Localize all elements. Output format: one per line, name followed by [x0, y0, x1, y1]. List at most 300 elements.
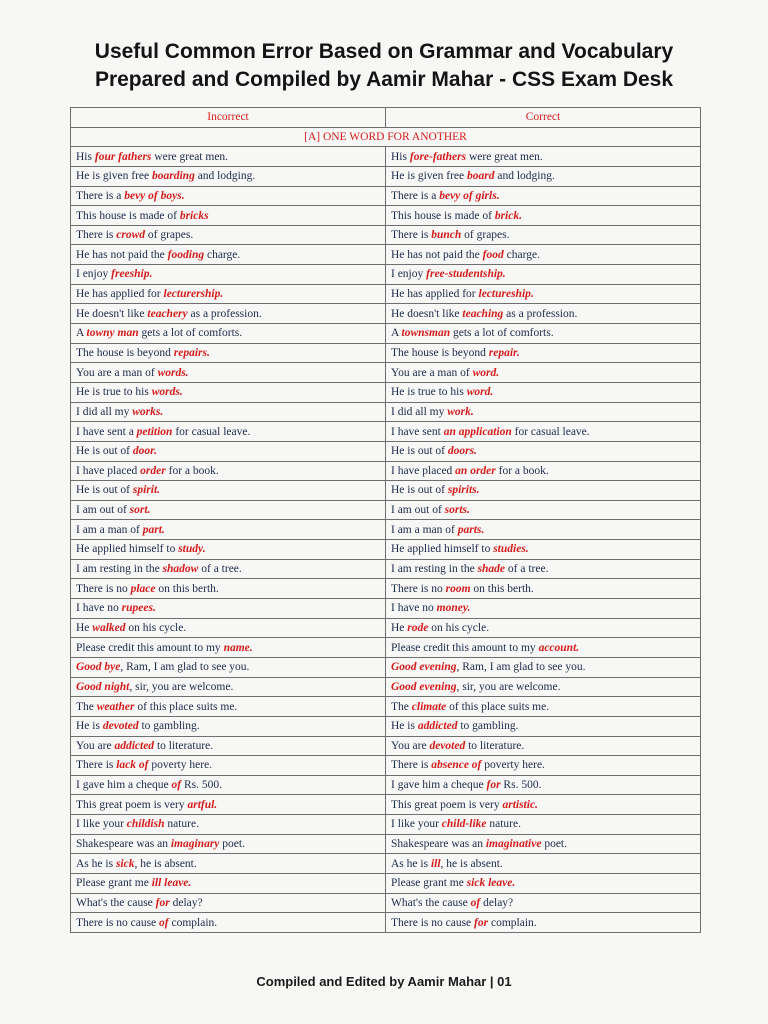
incorrect-text: delay?: [169, 896, 203, 909]
incorrect-text: I did all my: [76, 405, 133, 418]
incorrect-cell: [71, 559, 386, 579]
incorrect-text: He is: [76, 720, 103, 733]
correct-highlight: studies.: [493, 543, 529, 556]
table-row: [71, 520, 701, 540]
incorrect-highlight: weather: [96, 700, 135, 713]
incorrect-text: were great men.: [151, 150, 229, 163]
incorrect-cell: [71, 363, 386, 383]
correct-cell: [386, 893, 701, 913]
correct-highlight: Good evening: [391, 680, 457, 693]
correct-highlight: repair.: [488, 347, 520, 359]
incorrect-highlight: fooding: [167, 248, 205, 261]
incorrect-highlight: words.: [151, 386, 183, 399]
incorrect-text: , he is absent.: [134, 857, 197, 870]
incorrect-cell: [71, 461, 386, 481]
incorrect-highlight: study.: [178, 543, 206, 556]
correct-cell: [386, 245, 701, 265]
incorrect-highlight: artful.: [187, 798, 218, 811]
table-row: [71, 697, 701, 717]
correct-cell: [386, 697, 701, 717]
table-row: [71, 815, 701, 835]
incorrect-highlight: bevy of boys.: [124, 189, 185, 202]
correct-text: of grapes.: [461, 229, 510, 242]
incorrect-text: of this place suits me.: [134, 700, 238, 713]
incorrect-column-header: Incorrect: [71, 108, 386, 128]
incorrect-text: A: [76, 327, 87, 340]
correct-column-header: Correct: [386, 108, 701, 128]
correct-text: He: [391, 621, 408, 634]
incorrect-cell: [71, 500, 386, 520]
incorrect-text: His: [76, 150, 95, 163]
correct-text: on his cycle.: [428, 621, 490, 634]
incorrect-cell: [71, 697, 386, 717]
correct-text: There is no: [391, 582, 446, 595]
incorrect-highlight: words.: [157, 366, 189, 379]
correct-highlight: word.: [472, 366, 500, 379]
correct-highlight: addicted: [417, 720, 458, 733]
correct-cell: [386, 147, 701, 167]
correct-highlight: parts.: [457, 523, 485, 536]
correct-cell: [386, 854, 701, 874]
table-row: [71, 422, 701, 442]
correct-highlight: board: [467, 170, 495, 183]
incorrect-cell: [71, 756, 386, 776]
table-row: [71, 225, 701, 245]
incorrect-text: There is no: [76, 582, 131, 595]
correct-highlight: Good evening: [391, 661, 457, 674]
incorrect-text: He applied himself to: [76, 543, 179, 556]
correct-highlight: fore-fathers: [409, 150, 467, 163]
correct-cell: [386, 540, 701, 560]
incorrect-text: There is no cause: [76, 916, 160, 929]
incorrect-cell: [71, 245, 386, 265]
incorrect-text: The house is beyond: [76, 347, 174, 359]
correct-text: I enjoy: [391, 268, 427, 281]
incorrect-text: There is: [76, 229, 117, 242]
incorrect-text: to gambling.: [138, 720, 200, 733]
incorrect-highlight: freeship.: [111, 268, 153, 281]
incorrect-highlight: part.: [142, 523, 165, 536]
correct-cell: [386, 520, 701, 540]
correct-cell: [386, 500, 701, 520]
correct-text: I am resting in the: [391, 563, 478, 576]
correct-cell: [386, 599, 701, 619]
incorrect-text: The: [76, 700, 97, 713]
correct-text: and lodging.: [494, 170, 555, 183]
correct-text: I gave him a cheque: [391, 779, 487, 792]
incorrect-highlight: ill leave.: [151, 877, 192, 890]
incorrect-highlight: for: [155, 896, 170, 909]
table-row: [71, 716, 701, 736]
table-row: [71, 186, 701, 206]
incorrect-cell: [71, 854, 386, 874]
incorrect-text: I enjoy: [76, 268, 112, 281]
incorrect-cell: [71, 579, 386, 599]
incorrect-text: complain.: [168, 916, 218, 929]
correct-highlight: of: [470, 896, 481, 909]
correct-cell: [386, 618, 701, 638]
correct-highlight: climate: [411, 700, 447, 713]
correct-text: The: [391, 700, 412, 713]
correct-highlight: for: [474, 916, 489, 929]
correct-text: complain.: [488, 916, 537, 929]
correct-text: His: [391, 150, 410, 163]
correct-cell: [386, 422, 701, 442]
incorrect-text: gets a lot of comforts.: [138, 327, 243, 340]
incorrect-highlight: four fathers: [94, 150, 152, 163]
correct-cell: [386, 638, 701, 658]
incorrect-cell: [71, 265, 386, 285]
correct-text: nature.: [486, 818, 521, 831]
correct-cell: [386, 186, 701, 206]
correct-highlight: food: [482, 248, 504, 261]
incorrect-text: of grapes.: [144, 229, 194, 242]
correct-text: You are: [391, 739, 430, 752]
correct-highlight: absence of: [431, 759, 482, 772]
incorrect-text: nature.: [164, 818, 199, 831]
correct-cell: [386, 441, 701, 461]
correct-text: I have sent: [391, 425, 444, 438]
incorrect-cell: [71, 304, 386, 324]
correct-text: He has not paid the: [391, 248, 483, 261]
incorrect-cell: [71, 166, 386, 186]
table-row: [71, 324, 701, 344]
table-row: [71, 638, 701, 658]
incorrect-highlight: sick: [115, 857, 135, 870]
incorrect-text: , Ram, I am glad to see you.: [120, 661, 250, 674]
incorrect-cell: [71, 638, 386, 658]
table-row: [71, 284, 701, 304]
correct-text: , Ram, I am glad to see you.: [456, 661, 586, 674]
incorrect-text: There is: [76, 759, 117, 772]
correct-highlight: ill: [430, 857, 441, 870]
incorrect-cell: [71, 873, 386, 893]
correct-text: There is a: [391, 189, 440, 202]
incorrect-text: for casual leave.: [172, 425, 251, 438]
correct-highlight: sorts.: [444, 504, 470, 517]
correct-text: He has applied for: [391, 288, 479, 301]
table-row: [71, 166, 701, 186]
table-row: [71, 500, 701, 520]
incorrect-highlight: Good night: [76, 680, 130, 693]
incorrect-text: Please credit this amount to my: [76, 641, 224, 654]
correct-text: I am out of: [391, 504, 445, 517]
table-row: [71, 147, 701, 167]
incorrect-highlight: shadow: [162, 563, 199, 576]
incorrect-text: This house is made of: [76, 209, 180, 222]
correct-cell: [386, 579, 701, 599]
incorrect-text: You are a man of: [76, 366, 158, 379]
incorrect-highlight: imaginary: [170, 838, 220, 851]
incorrect-cell: [71, 441, 386, 461]
incorrect-cell: [71, 402, 386, 422]
correct-highlight: for: [486, 779, 501, 792]
incorrect-text: charge.: [204, 248, 241, 261]
incorrect-cell: [71, 834, 386, 854]
incorrect-cell: [71, 422, 386, 442]
table-row: [71, 677, 701, 697]
incorrect-highlight: teachery: [147, 307, 188, 320]
incorrect-text: I am out of: [76, 504, 130, 517]
correct-highlight: lectureship.: [478, 288, 534, 301]
correct-text: , sir, you are welcome.: [456, 680, 561, 693]
incorrect-cell: [71, 520, 386, 540]
table-row: [71, 873, 701, 893]
correct-highlight: child-like: [441, 818, 487, 831]
table-row: [71, 795, 701, 815]
correct-text: He is out of: [391, 445, 448, 458]
incorrect-text: as a profession.: [187, 307, 262, 320]
incorrect-cell: [71, 677, 386, 697]
incorrect-cell: [71, 225, 386, 245]
incorrect-cell: [71, 206, 386, 226]
incorrect-highlight: of: [171, 779, 182, 792]
correct-text: on this berth.: [470, 582, 534, 595]
incorrect-highlight: petition: [136, 425, 173, 438]
correct-cell: [386, 304, 701, 324]
correct-text: There is no cause: [391, 916, 475, 929]
incorrect-cell: [71, 657, 386, 677]
incorrect-text: , sir, you are welcome.: [129, 680, 234, 693]
incorrect-cell: [71, 481, 386, 501]
correct-cell: [386, 343, 701, 363]
table-row: [71, 402, 701, 422]
incorrect-highlight: towny man: [86, 327, 139, 340]
incorrect-cell: [71, 913, 386, 933]
incorrect-text: He is out of: [76, 484, 133, 497]
incorrect-text: Please grant me: [76, 877, 152, 890]
incorrect-text: poverty here.: [148, 759, 213, 772]
correct-text: There is: [391, 229, 432, 242]
table-row: [71, 618, 701, 638]
incorrect-cell: [71, 716, 386, 736]
table-row: [71, 245, 701, 265]
incorrect-text: and lodging.: [194, 170, 256, 183]
incorrect-text: on his cycle.: [125, 621, 187, 634]
correct-highlight: free-studentship.: [426, 268, 506, 281]
correct-text: I have no: [391, 602, 437, 615]
incorrect-text: I gave him a cheque: [76, 779, 172, 792]
table-row: [71, 441, 701, 461]
correct-cell: [386, 756, 701, 776]
correct-highlight: room: [445, 582, 471, 595]
correct-cell: [386, 382, 701, 402]
incorrect-highlight: lack of: [116, 759, 149, 772]
correct-cell: [386, 363, 701, 383]
correct-cell: [386, 795, 701, 815]
correct-text: of a tree.: [505, 563, 549, 576]
incorrect-cell: [71, 343, 386, 363]
table-row: [71, 363, 701, 383]
incorrect-highlight: of: [159, 916, 169, 929]
incorrect-highlight: door.: [132, 445, 157, 458]
correct-highlight: spirits.: [447, 484, 480, 497]
incorrect-highlight: spirit.: [132, 484, 161, 497]
incorrect-text: of a tree.: [198, 563, 242, 576]
incorrect-cell: [71, 618, 386, 638]
correct-cell: [386, 265, 701, 285]
incorrect-cell: [71, 795, 386, 815]
correct-text: He is out of: [391, 484, 448, 497]
incorrect-text: I am resting in the: [76, 563, 163, 576]
incorrect-text: I have sent a: [76, 425, 137, 438]
table-row: [71, 343, 701, 363]
correct-highlight: rode: [407, 621, 429, 634]
correct-cell: [386, 815, 701, 835]
correct-cell: [386, 402, 701, 422]
incorrect-highlight: works.: [132, 405, 164, 418]
correct-text: He is given free: [391, 170, 467, 183]
correct-text: were great men.: [466, 150, 543, 163]
correct-cell: [386, 324, 701, 344]
table-row: [71, 540, 701, 560]
correct-highlight: teaching: [462, 307, 504, 320]
correct-text: to gambling.: [457, 720, 519, 733]
correct-cell: [386, 913, 701, 933]
incorrect-highlight: Good bye: [76, 661, 121, 674]
incorrect-highlight: place: [130, 582, 156, 595]
incorrect-highlight: order: [140, 464, 166, 477]
table-row: [71, 304, 701, 324]
incorrect-text: This great poem is very: [76, 798, 188, 811]
incorrect-cell: [71, 775, 386, 795]
incorrect-highlight: name.: [223, 641, 253, 654]
correct-text: of this place suits me.: [446, 700, 550, 713]
correct-highlight: artistic.: [502, 798, 538, 811]
incorrect-highlight: bricks: [179, 209, 209, 222]
correct-cell: [386, 716, 701, 736]
table-row: [71, 756, 701, 776]
table-row: [71, 913, 701, 933]
correct-cell: [386, 657, 701, 677]
correct-text: to literature.: [465, 739, 525, 752]
correct-cell: [386, 461, 701, 481]
correct-text: Please grant me: [391, 877, 467, 890]
incorrect-highlight: childish: [126, 818, 165, 831]
table-header-row: [71, 108, 701, 128]
table-row: [71, 382, 701, 402]
incorrect-cell: [71, 324, 386, 344]
table-row: [71, 461, 701, 481]
incorrect-cell: [71, 147, 386, 167]
correct-highlight: an order: [455, 464, 496, 477]
correct-text: for casual leave.: [511, 425, 590, 438]
incorrect-text: He has applied for: [76, 288, 164, 301]
incorrect-text: to literature.: [154, 739, 214, 752]
incorrect-text: There is a: [76, 189, 125, 202]
correct-text: As he is: [391, 857, 431, 870]
incorrect-text: He is given free: [76, 170, 152, 183]
correct-text: This house is made of: [391, 209, 495, 222]
correct-text: I did all my: [391, 405, 448, 418]
correct-cell: [386, 481, 701, 501]
incorrect-text: Shakespeare was an: [76, 838, 171, 851]
section-heading-row: [71, 127, 701, 147]
error-table: [70, 107, 701, 933]
incorrect-text: He doesn't like: [76, 307, 148, 320]
correct-text: There is: [391, 759, 432, 772]
incorrect-text: I have placed: [76, 464, 141, 477]
correct-text: poet.: [541, 838, 567, 851]
correct-highlight: sick leave.: [466, 877, 516, 890]
correct-text: I am a man of: [391, 523, 458, 536]
incorrect-highlight: devoted: [102, 720, 139, 733]
correct-text: He applied himself to: [391, 543, 494, 556]
incorrect-cell: [71, 540, 386, 560]
correct-text: gets a lot of comforts.: [450, 327, 554, 340]
correct-cell: [386, 206, 701, 226]
correct-text: He is true to his: [391, 386, 467, 399]
table-row: [71, 206, 701, 226]
table-row: [71, 599, 701, 619]
correct-text: The house is beyond: [391, 347, 489, 359]
incorrect-text: I am a man of: [76, 523, 143, 536]
correct-cell: [386, 736, 701, 756]
incorrect-text: He is out of: [76, 445, 133, 458]
incorrect-text: He is true to his: [76, 386, 152, 399]
incorrect-highlight: sort.: [129, 504, 151, 517]
correct-cell: [386, 284, 701, 304]
table-row: [71, 265, 701, 285]
correct-highlight: devoted: [429, 739, 466, 752]
correct-text: He is: [391, 720, 418, 733]
incorrect-highlight: lecturership.: [163, 288, 224, 301]
incorrect-text: As he is: [76, 857, 116, 870]
correct-highlight: account.: [538, 641, 580, 654]
table-row: [71, 893, 701, 913]
correct-text: Rs. 500.: [500, 779, 542, 792]
correct-cell: [386, 225, 701, 245]
correct-highlight: townsman: [401, 327, 451, 340]
correct-text: I have placed: [391, 464, 456, 477]
title-line-2: Prepared and Compiled by Aamir Mahar - CSS Exam Desk: [94, 68, 674, 91]
section-heading: [A] ONE WORD FOR ANOTHER: [71, 127, 701, 147]
correct-cell: [386, 834, 701, 854]
incorrect-cell: [71, 284, 386, 304]
incorrect-text: Rs. 500.: [181, 779, 222, 792]
correct-highlight: shade: [477, 563, 506, 576]
table-row: [71, 854, 701, 874]
correct-highlight: bevy of girls.: [439, 189, 500, 202]
incorrect-text: I have no: [76, 602, 122, 615]
table-row: [71, 657, 701, 677]
table-row: [71, 559, 701, 579]
incorrect-cell: [71, 893, 386, 913]
correct-highlight: imaginative: [485, 838, 542, 851]
correct-text: as a profession.: [503, 307, 578, 320]
incorrect-highlight: boarding: [152, 170, 195, 183]
incorrect-highlight: addicted: [114, 739, 155, 752]
incorrect-text: poet.: [219, 838, 245, 851]
correct-text: This great poem is very: [391, 798, 503, 811]
correct-highlight: money.: [436, 602, 471, 615]
table-row: [71, 736, 701, 756]
page-title: [0, 38, 768, 94]
incorrect-text: You are: [76, 739, 115, 752]
incorrect-highlight: crowd: [116, 229, 145, 242]
table-row: [71, 579, 701, 599]
correct-cell: [386, 775, 701, 795]
correct-cell: [386, 677, 701, 697]
correct-cell: [386, 166, 701, 186]
correct-text: A: [391, 327, 402, 340]
incorrect-cell: [71, 599, 386, 619]
incorrect-highlight: walked: [92, 621, 126, 634]
table-row: [71, 775, 701, 795]
incorrect-highlight: rupees.: [121, 602, 156, 615]
correct-text: Shakespeare was an: [391, 838, 486, 851]
incorrect-text: He has not paid the: [76, 248, 168, 261]
